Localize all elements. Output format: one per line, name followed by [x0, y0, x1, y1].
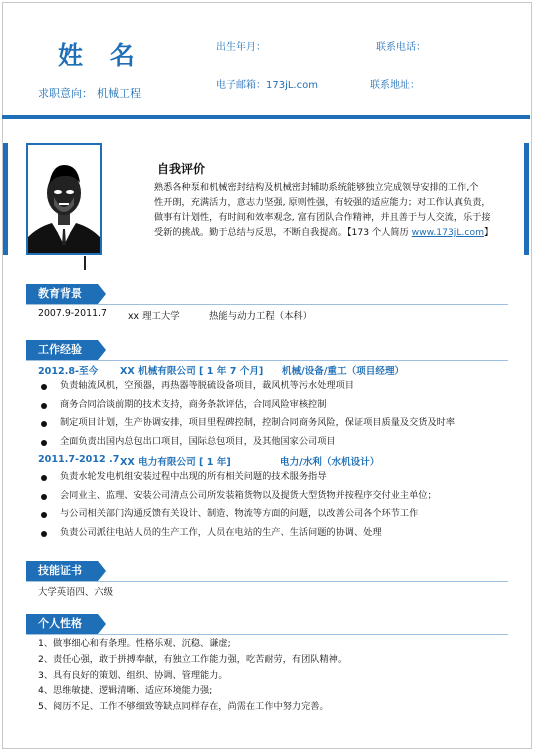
skills-text: 大学英语四、六级 [38, 587, 114, 598]
section-header-education: 教育背景 [26, 284, 98, 304]
portrait-silhouette-icon [28, 145, 100, 253]
website-link[interactable]: www.173jL.com [411, 227, 485, 238]
personality-list [38, 636, 347, 715]
list-item: 负责轴流风机，空预器，再热器等脱硫设备项目，裁风机等污水处理项目 [40, 377, 455, 396]
section-header-skills: 技能证书 [26, 561, 98, 581]
job-intent-value: 机械工程 [97, 87, 141, 100]
left-accent-bar [3, 143, 8, 255]
self-eval-line [154, 225, 517, 240]
job1-company: XX 机械有限公司 [ 1 年 7 个月] [120, 366, 264, 377]
list-item: 全面负责出国内总包出口项目，国际总包项目，及其他国家公司项目 [40, 433, 455, 452]
job2-position: 电力/水利（水机设计） [280, 457, 380, 468]
list-item: 5、阅历不足、工作不够细致等缺点同样存在，尚需在工作中努力完善。 [38, 701, 329, 713]
list-item: 3、具有良好的策划、组织、协调、管理能力。 [38, 669, 228, 681]
job1-duties [40, 377, 455, 451]
list-item: 商务合同洽谈前期的技术支持，商务条款评估，合同风险审核控制 [40, 396, 455, 415]
job1-period: 2012.8-至今 [38, 366, 99, 377]
job2-company: XX 电力有限公司 [ 1 年] [120, 457, 231, 468]
list-item: 负责水轮发电机组安装过程中出现的所有相关问题的技术服务指导 [40, 468, 437, 487]
section-rule [26, 304, 508, 305]
job2-duties [40, 468, 437, 542]
portrait-photo-icon [26, 143, 102, 255]
address-field: 联系地址： [370, 80, 420, 91]
section-header-personality: 个人性格 [26, 614, 98, 634]
job-intent [38, 85, 141, 101]
education-major: 热能与动力工程（本科） [209, 311, 313, 322]
list-item: 1、做事细心和有条理。性格乐观、沉稳、谦虚; [38, 638, 231, 649]
job2-period: 2011.7-2012 .7 [38, 454, 120, 465]
list-item: 会同业主、监理、安装公司清点公司所发装箱货物以及提货大型货物并按程序交付业主单位； [40, 487, 437, 506]
phone-field: 联系电话： [376, 42, 426, 53]
self-eval-line: 性开朗，充满活力，意志力坚强, 原则性强，有较强的适应能力；对工作认真负责， [154, 197, 491, 208]
self-eval-line-text: 受新的挑战。勤于总结与反思，不断自我提高。【173 个人简历 [154, 227, 412, 238]
birth-date-field: 出生年月： [216, 42, 266, 53]
section-header-work: 工作经验 [26, 340, 98, 360]
photo-marker [84, 256, 86, 270]
self-eval-line: 熟悉各种泵和机械密封结构及机械密封辅助系统能够独立完成领导安排的工作,个 [154, 182, 479, 193]
email-field: 电子邮箱：173jL.com [216, 80, 318, 91]
list-item: 4、思维敏捷、逻辑清晰、适应环境能力强; [38, 685, 213, 697]
section-rule [26, 360, 508, 361]
list-item: 2、责任心强，敢于拼搏奉献，有独立工作能力强，吃苦耐劳，有团队精神。 [38, 653, 348, 665]
self-eval-line-end: 】 [484, 227, 494, 238]
list-item: 制定项目计划，生产协调安排，项目里程碑控制，控制合同商务风险，保证项目质量及交货及时率 [40, 414, 455, 433]
job-intent-label: 求职意向： [38, 87, 93, 100]
self-eval-line: 做事有计划性，有时间和效率观念, 富有团队合作精神，并且善于与人交流，乐于接 [154, 212, 491, 223]
education-school: xx 理工大学 [128, 311, 180, 322]
section-rule [26, 634, 508, 635]
list-item: 负责公司派往电站人员的生产工作，人员在电站的生产、生活问题的协调、处理 [40, 524, 437, 543]
education-period: 2007.9-2011.7 [38, 308, 107, 319]
header-divider [2, 115, 530, 119]
list-item: 与公司相关部门沟通反馈有关设计、制造、物流等方面的问题，以改善公司各个环节工作 [40, 505, 437, 524]
self-eval-title: 自我评价 [157, 162, 206, 176]
candidate-name: 姓 名 [58, 41, 144, 70]
section-rule [26, 581, 508, 582]
self-eval-text [154, 180, 517, 240]
right-accent-bar [524, 143, 529, 255]
job1-position: 机械/设备/重工（项目经理） [282, 366, 405, 377]
